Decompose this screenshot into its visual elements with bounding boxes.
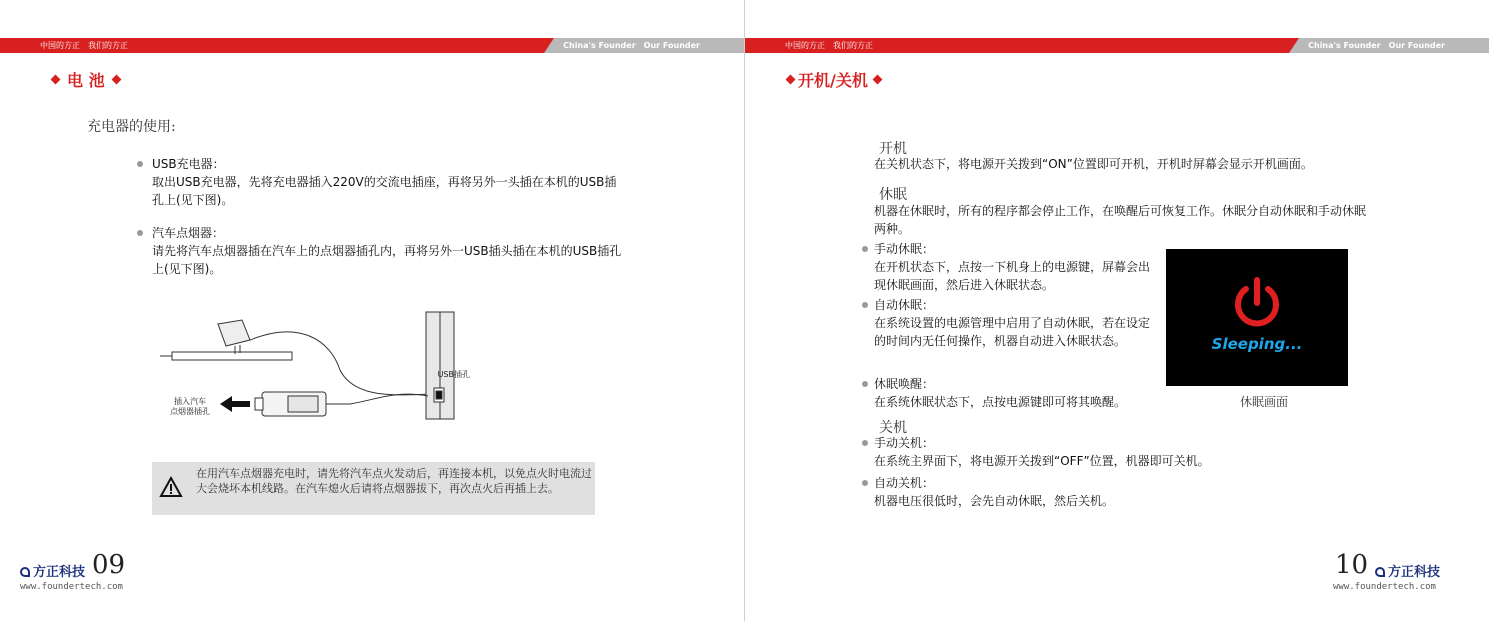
bullet-icon (862, 440, 868, 446)
car-label-line2: 点烟器插孔 (170, 407, 210, 416)
bullet-icon (862, 246, 868, 252)
diamond-icon (872, 75, 882, 85)
warning-text: 在用汽车点烟器充电时，请先将汽车点火发动后，再连接本机，以免点火时电流过大会烧坏本机线路。在汽车熄火后请将点烟器拔下，再次点火后再插上去。 (196, 467, 592, 495)
wake-heading: 休眠唤醒： (874, 377, 935, 391)
logo-icon (1375, 567, 1385, 577)
usb-charger-body: 取出USB充电器，先将充电器插入220V的交流电插座，再将另外一头插在本机的USB插孔上(见下图)。 (152, 175, 617, 207)
header-cn-slogan: 中国的方正 我们的方正 (785, 41, 873, 50)
power-icon (1229, 275, 1285, 331)
page-number: 10 (1335, 550, 1369, 580)
car-charger-item (152, 224, 622, 278)
auto-sleep-item (874, 296, 1154, 350)
usb-port-label: USB插孔 (437, 370, 470, 379)
wake-body: 在系统休眠状态下，点按电源键即可将其唤醒。 (874, 395, 1127, 409)
header-en-slogan: China's Founder Our Founder (1308, 41, 1445, 50)
header-en-slogan: China's Founder Our Founder (563, 41, 700, 50)
manual-sleep-item (874, 240, 1154, 294)
page-number: 09 (92, 550, 126, 580)
wall-adapter-drawing (160, 320, 432, 395)
left-page (0, 0, 744, 621)
auto-off-item (874, 474, 1374, 510)
manual-sleep-heading: 手动休眠： (874, 242, 935, 256)
right-page (745, 0, 1489, 621)
bullet-icon (862, 381, 868, 387)
power-on-body: 在关机状态下，将电源开关拨到“ON”位置即可开机，开机时屏幕会显示开机画面。 (874, 157, 1313, 171)
section-subtitle: 充电器的使用: (87, 119, 176, 135)
car-charger-body: 请先将汽车点烟器插在汽车上的点烟器插孔内，再将另外一USB插头插在本机的USB插孔上(见下图)。 (152, 244, 622, 276)
website-url: www.foundertech.com (1333, 582, 1436, 592)
header-band (745, 38, 1489, 53)
diamond-icon (786, 75, 796, 85)
usb-charger-heading: USB充电器： (152, 157, 225, 171)
bullet-icon (137, 230, 143, 236)
header-band (0, 38, 744, 53)
bullet-icon (862, 480, 868, 486)
wake-item (874, 375, 1164, 411)
bullet-icon (862, 302, 868, 308)
manual-off-body: 在系统主界面下，将电源开关拨到“OFF”位置，机器即可关机。 (874, 454, 1210, 468)
page-title: 开机/关机 (779, 68, 889, 91)
manual-off-heading: 手动关机： (874, 436, 935, 450)
auto-off-body: 机器电压很低时，会先自动休眠，然后关机。 (874, 494, 1115, 508)
charger-diagram (160, 300, 470, 425)
usb-port-drawing (426, 312, 454, 419)
sleep-body: 机器在休眠时，所有的程序都会停止工作，在唤醒后可恢复工作。休眠分自动休眠和手动休眠两种。 (874, 204, 1367, 236)
manual-off-item (874, 434, 1374, 470)
car-charger-heading: 汽车点烟器： (152, 226, 225, 240)
car-charger-drawing (220, 392, 428, 416)
manual-sleep-body: 在开机状态下，点按一下机身上的电源键，屏幕会出现休眠画面，然后进入休眠状态。 (874, 260, 1151, 292)
power-off-heading: 关机 (879, 420, 907, 436)
logo-icon (20, 567, 30, 577)
warning-box (152, 462, 595, 515)
website-url: www.foundertech.com (20, 582, 123, 592)
sleep-screen-image (1166, 249, 1348, 386)
power-on-heading: 开机 (879, 141, 907, 157)
auto-sleep-heading: 自动休眠： (874, 298, 935, 312)
sleeping-text: Sleeping... (1211, 335, 1303, 353)
warning-icon (159, 476, 183, 498)
auto-off-heading: 自动关机： (874, 476, 935, 490)
sleep-heading: 休眠 (879, 187, 907, 203)
header-cn-slogan: 中国的方正 我们的方正 (40, 41, 128, 50)
usb-charger-item (152, 155, 622, 209)
diamond-icon (111, 75, 121, 85)
bullet-icon (137, 161, 143, 167)
diamond-icon (51, 75, 61, 85)
auto-sleep-body: 在系统设置的电源管理中启用了自动休眠，若在设定的时间内无任何操作，机器自动进入休眠状态。 (874, 316, 1151, 348)
car-label-line1: 插入汽车 (174, 397, 206, 406)
brand-logo: 方正科技 (20, 561, 85, 580)
page-title: 电 池 (44, 68, 128, 91)
brand-logo: 方正科技 (1375, 561, 1440, 580)
sleep-screen-caption: 休眠画面 (1240, 395, 1289, 409)
